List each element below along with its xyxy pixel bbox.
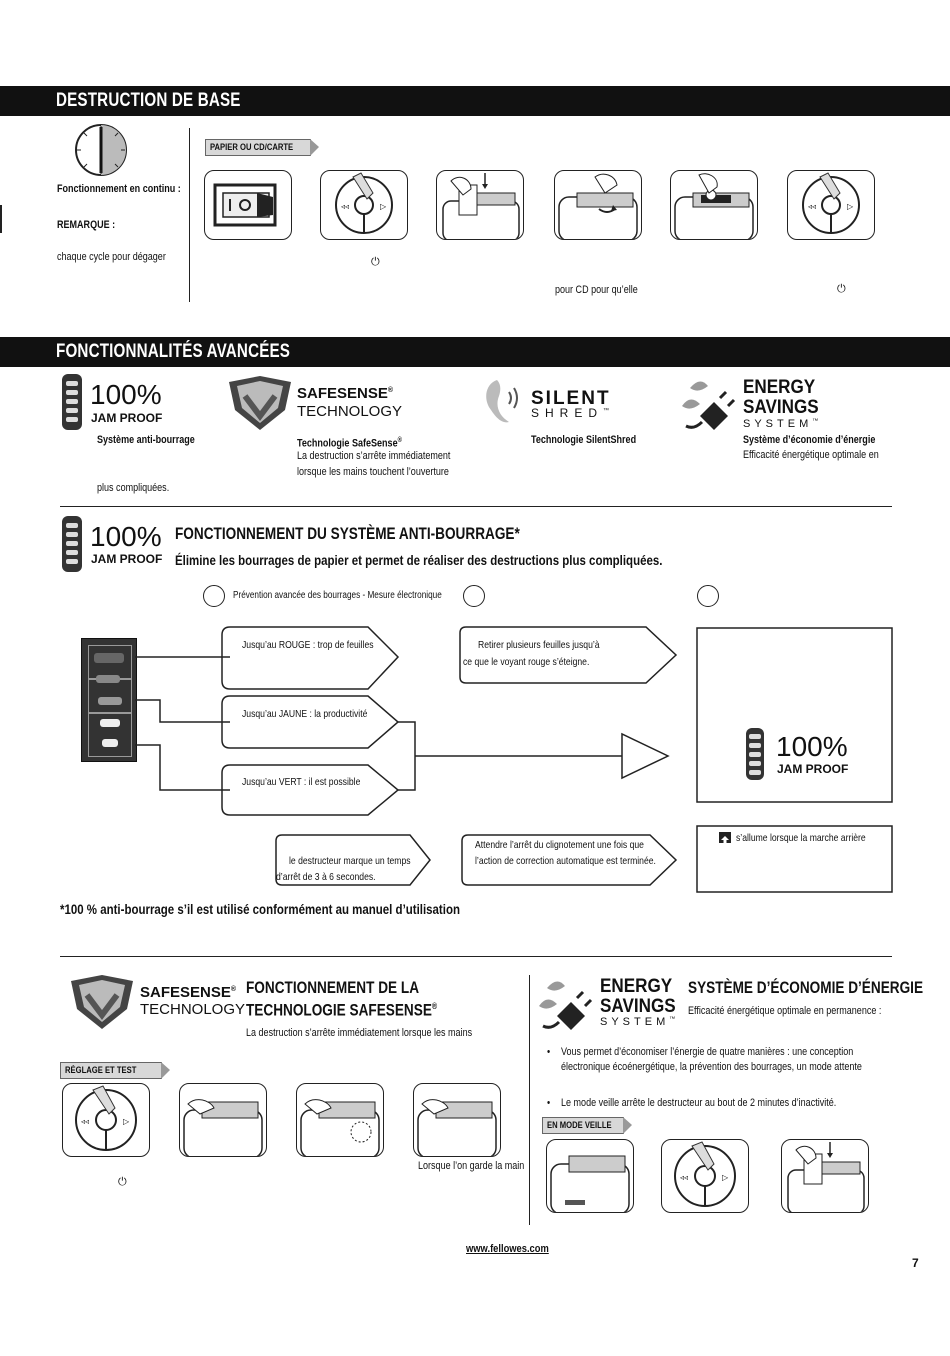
svg-text:▷: ▷ <box>722 1173 729 1182</box>
energy-plug-leaf-icon <box>537 976 597 1039</box>
safesense-logo-subtext: TECHNOLOGY <box>297 403 403 420</box>
energy-bullet-1: • <box>547 1046 551 1058</box>
safesense-logo-subtext: TECHNOLOGY <box>140 1001 246 1018</box>
energy-logo-subtext: SYSTEM™ <box>743 418 819 430</box>
shredder-sleep-illustration <box>546 1139 634 1213</box>
svg-text:▷: ▷ <box>123 1117 130 1126</box>
energy-section-title: SYSTÈME D’ÉCONOMIE D’ÉNERGIE <box>688 978 924 997</box>
jam-proof-label: JAM PROOF <box>91 552 163 566</box>
jam-proof-label: JAM PROOF <box>91 411 163 425</box>
energy-bullet-2-text: Le mode veille arrête le destructeur au bout de 2 minutes d’inactivité. <box>561 1097 837 1109</box>
shredder-sensor-illustration <box>296 1083 384 1157</box>
reverse-text: s’allume lorsque la marche arrière <box>736 832 866 844</box>
jam-feature-title: Système anti-bourrage <box>97 434 195 446</box>
svg-text:▷: ▷ <box>847 202 854 211</box>
power-icon: ⏻ <box>118 1176 127 1188</box>
control-dial-icon <box>662 1140 748 1212</box>
safesense-logo-text: SAFESENSE® <box>297 385 394 402</box>
power-icon: ⏻ <box>837 283 846 295</box>
shredder-hand-illustration <box>179 1083 267 1157</box>
control-dial-illustration-4 <box>661 1139 749 1213</box>
tag-paper-cd: PAPIER OU CD/CARTE <box>205 139 311 156</box>
tag-sleep-mode: EN MODE VEILLE <box>542 1117 624 1134</box>
energy-logo-text-2: SAVINGS <box>600 996 676 1017</box>
energy-logo-text: ENERGY <box>743 377 816 398</box>
energy-bullet-2: • <box>547 1097 551 1109</box>
pause-line2: d’arrêt de 3 à 6 secondes. <box>276 871 376 883</box>
insert-paper-illustration-2 <box>781 1139 869 1213</box>
divider <box>529 975 530 1225</box>
energy-section-subtitle: Efficacité énergétique optimale en permanence : <box>688 1005 882 1017</box>
energy-logo-text-2: SAVINGS <box>743 397 819 418</box>
energy-logo-text: ENERGY <box>600 976 673 997</box>
power-icon: ⏻ <box>371 256 380 268</box>
continuous-label: Fonctionnement en continu : <box>57 183 181 195</box>
safesense-feature-line2: lorsque les mains touchent l’ouverture <box>297 466 449 478</box>
hand-inserting-paper-icon <box>782 1140 868 1212</box>
remove-sheets-line1: Retirer plusieurs feuilles jusqu’à <box>478 639 600 651</box>
remove-sheets-line2: ce que le voyant rouge s’éteigne. <box>463 656 590 668</box>
silent-shred-logo-subtext: SHRED™ <box>531 406 610 420</box>
tag-setup-test: RÉGLAGE ET TEST <box>60 1062 162 1079</box>
safesense-section-title-1: FONCTIONNEMENT DE LA <box>246 978 420 997</box>
page-number: 7 <box>912 1256 919 1270</box>
yellow-level-label: Jusqu’au JAUNE : la productivité <box>242 708 368 720</box>
green-level-label: Jusqu’au VERT : il est possible <box>242 776 361 788</box>
safesense-caption: Lorsque l’on garde la main <box>418 1160 525 1172</box>
wait-line2: l’action de correction automatique est terminée. <box>475 855 656 867</box>
control-dial-icon <box>63 1084 149 1156</box>
pause-line1: le destructeur marque un temps <box>289 855 411 867</box>
jam-section-subtitle: Élimine les bourrages de papier et permet de réaliser des destructions plus compliquées. <box>175 552 663 568</box>
safesense-shield-icon <box>69 974 135 1037</box>
silent-shred-logo-text: SILENT <box>531 388 611 409</box>
jam-feature-extra: plus compliquées. <box>97 482 170 494</box>
safesense-section-title-2: TECHNOLOGIE SAFESENSE® <box>246 1000 438 1020</box>
jam-footnote: *100 % anti-bourrage s’il est utilisé conformément au manuel d’utilisation <box>60 901 460 917</box>
svg-text:◃◃: ◃◃ <box>81 1117 90 1126</box>
svg-text:◃◃: ◃◃ <box>808 202 817 211</box>
svg-text:▷: ▷ <box>380 202 387 211</box>
red-level-label: Jusqu’au ROUGE : trop de feuilles <box>242 639 374 651</box>
divider <box>60 956 892 957</box>
jam-proof-indicator-icon <box>746 728 764 780</box>
safesense-section-desc: La destruction s’arrête immédiatement lorsque les mains <box>246 1027 473 1039</box>
jam-proof-label: JAM PROOF <box>777 762 849 776</box>
step1-label: Prévention avancée des bourrages - Mesure électronique <box>233 590 442 601</box>
jam-proof-percent: 100% <box>776 731 848 762</box>
safesense-sensor-icon <box>297 1084 383 1156</box>
safesense-feature-line1: La destruction s’arrête immédiatement <box>297 450 451 462</box>
energy-bullet-1-text-2: électronique écoénergétique, la prévention des bourrages, un mode attente <box>561 1061 862 1073</box>
shredder-top-icon <box>414 1084 500 1156</box>
section-title-basic-shredding: DESTRUCTION DE BASE <box>56 90 241 111</box>
shredder-top-icon <box>547 1140 633 1212</box>
silent-shred-feature-title: Technologie SilentShred <box>531 434 637 446</box>
section-title-advanced-features: FONCTIONNALITÉS AVANCÉES <box>56 341 291 362</box>
note-text: chaque cycle pour dégager <box>57 251 166 263</box>
jam-section-title: FONCTIONNEMENT DU SYSTÈME ANTI-BOURRAGE* <box>175 524 520 543</box>
website-link[interactable]: www.fellowes.com <box>466 1243 549 1255</box>
control-dial-illustration-3 <box>62 1083 150 1157</box>
shredder-hand-hold-illustration <box>413 1083 501 1157</box>
safesense-feature-title: Technologie SafeSense® <box>297 437 402 450</box>
energy-logo-subtext: SYSTEM™ <box>600 1016 676 1028</box>
wait-line1: Attendre l’arrêt du clignotement une fois que <box>475 839 644 851</box>
energy-feature-line1: Efficacité énergétique optimale en <box>743 449 879 461</box>
energy-bullet-1-text: Vous permet d’économiser l’énergie de quatre manières : une conception <box>561 1046 854 1058</box>
jam-proof-percent: 100% <box>90 379 162 410</box>
reverse-icon <box>719 832 731 843</box>
svg-text:◃◃: ◃◃ <box>680 1173 689 1182</box>
cd-caption: pour CD pour qu’elle <box>555 284 638 296</box>
safesense-logo-text: SAFESENSE® <box>140 984 237 1001</box>
note-label: REMARQUE : <box>57 219 116 231</box>
jam-proof-percent: 100% <box>90 521 162 552</box>
shredder-top-icon <box>180 1084 266 1156</box>
energy-feature-title: Système d’économie d’énergie <box>743 434 876 446</box>
svg-text:◃◃: ◃◃ <box>341 202 350 211</box>
